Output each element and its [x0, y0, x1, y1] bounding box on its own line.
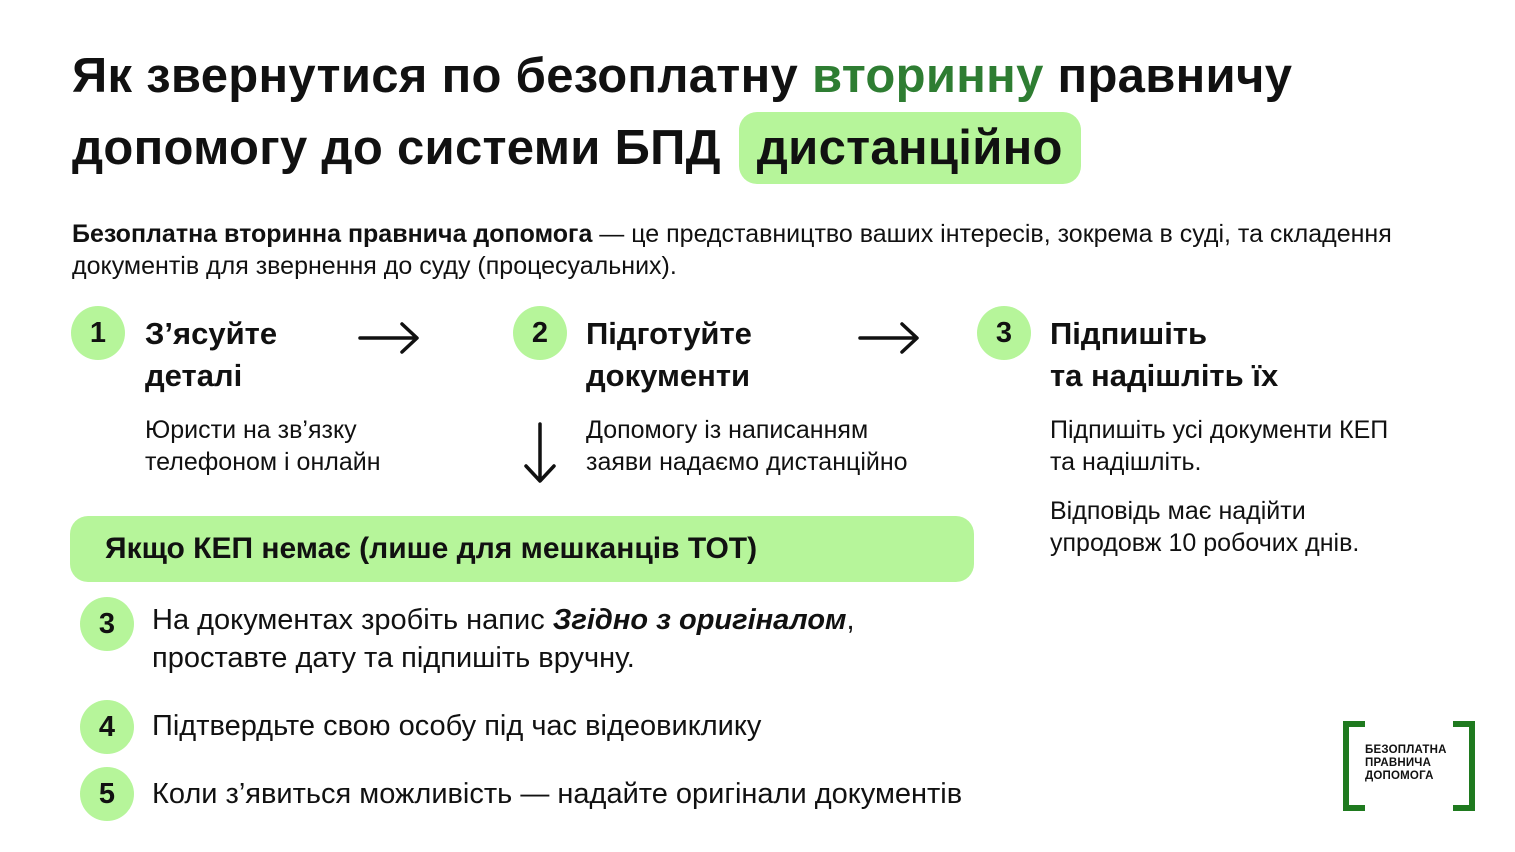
title-part-2: правничу допомогу до системи БПД [72, 49, 1293, 175]
arrow-right-icon [858, 320, 922, 356]
step-2-description: Допомогу із написанням заяви надаємо дистанційно [586, 416, 908, 476]
title-accent: вторинну [811, 49, 1044, 103]
intro-bold: Безоплатна вторинна правнича допомога [72, 220, 593, 248]
step-1-badge: 1 [71, 306, 125, 360]
step-3-response-note: Відповідь має надійти упродовж 10 робочих днів. [1050, 497, 1360, 557]
step-1-description: Юристи на зв’язку телефоном і онлайн [145, 416, 381, 476]
step-2-badge: 2 [513, 306, 567, 360]
logo-line-1: БЕЗОПЛАТНА [1365, 744, 1447, 756]
alt-step-3-post: , проставте дату та підпишіть вручну. [152, 604, 855, 674]
alt-step-3-emphasis: Згідно з оригіналом [552, 604, 847, 636]
step-1-title: З’ясуйте деталі [145, 316, 278, 393]
alt-step-4-badge: 4 [80, 700, 134, 754]
step-3-badge: 3 [977, 306, 1031, 360]
alt-step-3-pre: На документах зробіть напис [152, 604, 553, 636]
alt-step-3-badge: 3 [80, 597, 134, 651]
title-part-1: Як звернутися по безоплатну [72, 49, 812, 103]
logo-line-3: ДОПОМОГА [1365, 770, 1434, 782]
intro-rest: — це представництво ваших інтересів, зокрема в суді, та складення документів для звернення до суду (процесуальних). [72, 220, 1392, 280]
title-highlight: дистанційно [739, 112, 1081, 184]
banner-text: Якщо КЕП немає (лише для мешканців ТОТ) [105, 532, 758, 565]
alt-step-5-badge: 5 [80, 767, 134, 821]
alt-step-3-text [152, 601, 855, 677]
arrow-down-icon [522, 422, 558, 486]
logo-line-2: ПРАВНИЧА [1365, 757, 1432, 769]
alt-step-5-text: Коли з’явиться можливість — надайте оригінали документів [152, 778, 963, 810]
arrow-right-icon [358, 320, 422, 356]
organization-logo [1343, 721, 1475, 811]
step-3-description: Підпишіть усі документи КЕП та надішліть. [1050, 416, 1389, 476]
no-kep-banner [70, 516, 974, 582]
step-2-title: Підготуйте документи [586, 316, 752, 393]
page-title [72, 40, 1492, 184]
alt-step-4-text: Підтвердьте свою особу під час відеовиклику [152, 710, 762, 742]
step-3-title: Підпишіть та надішліть їх [1050, 316, 1279, 393]
logo-text [1365, 744, 1447, 783]
intro-text [72, 218, 1472, 282]
